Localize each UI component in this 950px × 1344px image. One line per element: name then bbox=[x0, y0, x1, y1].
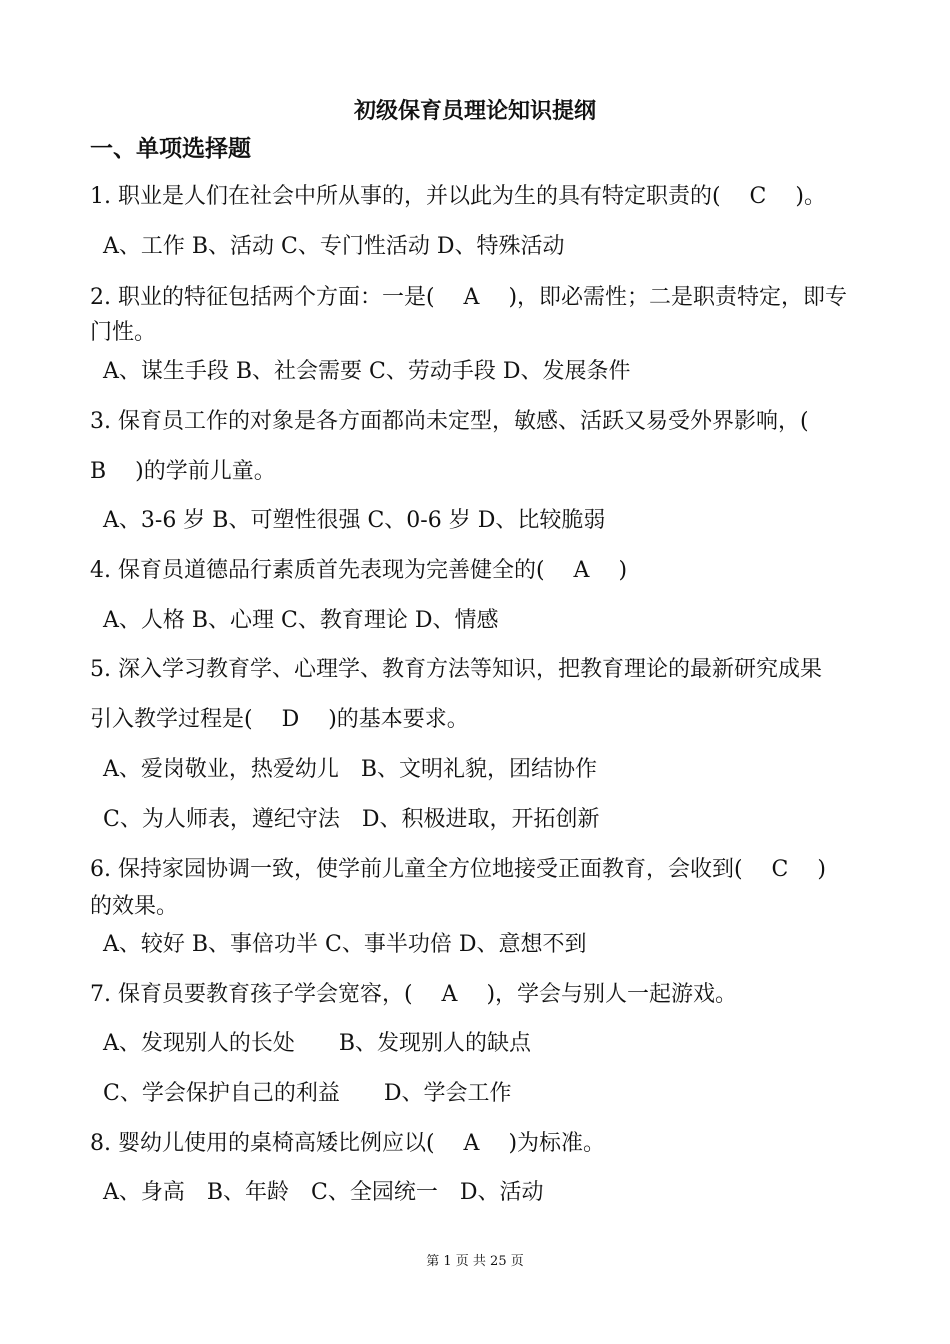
question-4-options: A、人格 B、心理 C、教育理论 D、情感 bbox=[103, 608, 499, 633]
question-5-options-ab: A、爱岗敬业，热爱幼儿 B、文明礼貌，团结协作 bbox=[103, 757, 598, 782]
page-footer: 第 1 页 共 25 页 bbox=[426, 1254, 524, 1269]
question-4-text: 4. 保育员道德品行素质首先表现为完善健全的( A ) bbox=[90, 558, 628, 583]
question-6-options: A、较好 B、事倍功半 C、事半功倍 D、意想不到 bbox=[103, 932, 587, 957]
question-2-text: 2. 职业的特征包括两个方面：一是( A )，即必需性；二是职责特定，即专 bbox=[90, 285, 848, 310]
question-8-text: 8. 婴幼儿使用的桌椅高矮比例应以( A )为标准。 bbox=[90, 1131, 606, 1156]
question-1-options: A、工作 B、活动 C、专门性活动 D、特殊活动 bbox=[103, 234, 565, 259]
question-3-text-cont: B )的学前儿童。 bbox=[90, 459, 276, 484]
question-6-text: 6. 保持家园协调一致，使学前儿童全方位地接受正面教育，会收到( C ) bbox=[90, 857, 826, 882]
question-7-options-ab: A、发现别人的长处 B、发现别人的缺点 bbox=[103, 1031, 532, 1056]
question-2-text-cont: 门性。 bbox=[90, 320, 157, 345]
question-3-options: A、3-6 岁 B、可塑性很强 C、0-6 岁 D、比较脆弱 bbox=[103, 508, 606, 533]
question-5-options-cd: C、为人师表，遵纪守法 D、积极进取，开拓创新 bbox=[103, 807, 600, 832]
section-heading: 一、单项选择题 bbox=[90, 136, 251, 162]
question-6-text-cont: 的效果。 bbox=[90, 894, 179, 919]
question-8-options: A、身高 B、年龄 C、全园统一 D、活动 bbox=[103, 1180, 544, 1205]
question-5-text-cont: 引入教学过程是( D )的基本要求。 bbox=[90, 707, 469, 732]
question-7-options-cd: C、学会保护自己的利益 D、学会工作 bbox=[103, 1081, 512, 1106]
question-2-options: A、谋生手段 B、社会需要 C、劳动手段 D、发展条件 bbox=[103, 359, 631, 384]
question-1-text: 1. 职业是人们在社会中所从事的，并以此为生的具有特定职责的( C )。 bbox=[90, 184, 826, 209]
question-5-text: 5. 深入学习教育学、心理学、教育方法等知识，把教育理论的最新研究成果 bbox=[90, 657, 822, 682]
document-title: 初级保育员理论知识提纲 bbox=[353, 99, 596, 124]
question-3-text: 3. 保育员工作的对象是各方面都尚未定型，敏感、活跃又易受外界影响，( bbox=[90, 409, 809, 434]
question-7-text: 7. 保育员要教育孩子学会宽容，( A )，学会与别人一起游戏。 bbox=[90, 982, 738, 1007]
